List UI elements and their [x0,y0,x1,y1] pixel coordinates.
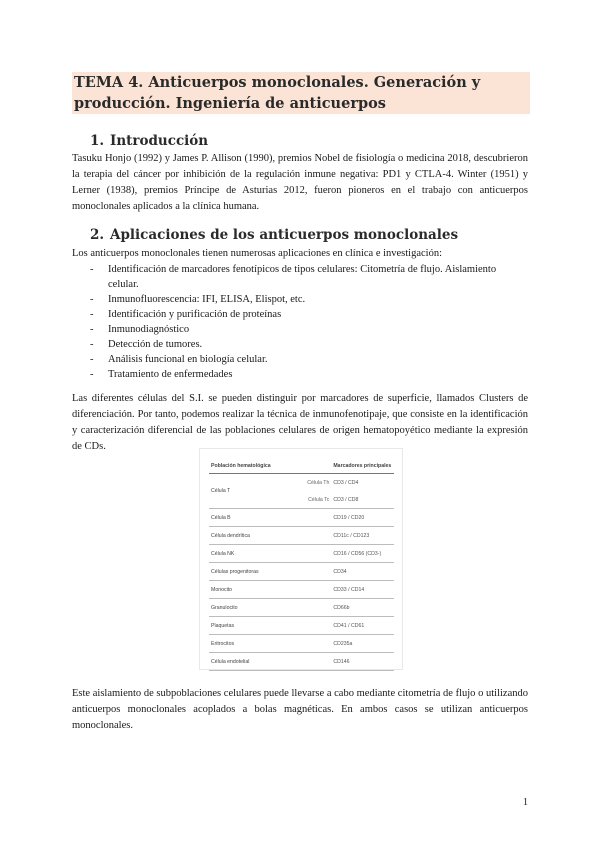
list-item: - Identificación de marcadores fenotípicos de tipos celulares: Citometría de flujo. Aislamiento celular. [90,264,497,290]
section-number: 2. [90,227,105,243]
table-cell-population: Plaquetas [209,617,273,635]
cd-markers-table [209,455,394,671]
table-cell-population: Célula NK [209,545,273,563]
cd-markers-table-figure [199,448,403,670]
table-row [209,474,394,492]
table-cell-markers: CD66b [331,599,394,617]
list-item: - Tratamiento de enfermedades [90,369,233,380]
table-header-population: Población hematológica [209,455,273,474]
list-item: - Análisis funcional en biología celular. [90,354,268,365]
table-cell-population: Monocito [209,581,273,599]
section-number: 1. [90,133,105,149]
table-cell-markers: CD33 / CD14 [331,581,394,599]
list-marker: - [90,339,94,350]
applications-list [90,262,528,382]
page-title: TEMA 4. Anticuerpos monoclonales. Generación y producción. Ingeniería de anticuerpos [72,72,530,114]
table-cell-markers: CD16 / CD56 (CD3-) [331,545,394,563]
table-header-row [209,455,394,474]
list-marker: - [90,294,94,305]
table-cell-markers: CD11c / CD123 [331,527,394,545]
applications-intro: Los anticuerpos monoclonales tienen numerosas aplicaciones en clínica e investigación: [72,248,443,259]
list-marker: - [90,309,94,320]
table-cell-markers: CD3 / CD4 [333,479,359,486]
table-cell-markers: CD146 [331,653,394,671]
list-item: - Inmunodiagnóstico [90,324,190,335]
section-heading-aplicaciones [90,227,458,243]
markers-paragraph: Las diferentes células del S.I. se pueden distinguir por marcadores de superficie, llamados Clusters de diferenciación. Por tanto, podemos realizar la técnica de inmunofenotipaje, que consiste en la identificación y caracterización diferencial de las poblaciones celulares de origen hematopoyético mediante la expresión de CDs. [72,393,528,452]
table-header-markers: Marcadores principales [331,455,394,474]
list-item: - Detección de tumores. [90,339,203,350]
table-cell-markers: CD19 / CD20 [331,509,394,527]
section-title: Aplicaciones de los anticuerpos monoclonales [110,227,459,243]
list-marker: - [90,264,94,275]
table-cell-markers: CD235a [331,635,394,653]
table-cell-population: Célula dendrítica [209,527,273,545]
table-cell-population: Células progenitoras [209,563,273,581]
table-row [209,527,394,545]
table-cell-markers: CD34 [331,563,394,581]
table-cell-population: Granulocito [209,599,273,617]
section-title: Introducción [110,133,209,149]
table-row [209,581,394,599]
page-title-block [72,72,530,114]
table-cell-population: Célula endotelial [209,653,273,671]
table-cell-population: Eritrocitos [209,635,273,653]
section-heading-introduccion [90,133,208,149]
page-number: 1 [523,797,528,808]
closing-paragraph: Este aislamiento de subpoblaciones celulares puede llevarse a cabo mediante citometría de flujo o utilizando anticuerpos monoclonales acoplados a bolas magnéticas. En ambos casos se utilizan anticuerpos monoclonales. [72,688,528,731]
table-cell-population: Célula T [209,474,273,509]
table-cell-markers: CD41 / CD61 [331,617,394,635]
table-row [209,563,394,581]
table-row [209,617,394,635]
list-marker: - [90,354,94,365]
list-marker: - [90,369,94,380]
list-marker: - [90,324,94,335]
table-cell-markers: CD3 / CD8 [331,491,394,509]
table-row [209,635,394,653]
table-cell-subtype: Célula Th [307,479,330,486]
intro-paragraph: Tasuku Honjo (1992) y James P. Allison (1990), premios Nobel de fisiología o medicina 2018, descubrieron la terapia del cáncer por inhibición de la regulación inmune negativa: PD1 y CTLA-4. Winter (1951) y Lerner (1938), premios Príncipe de Asturias 2012, fueron pioneros en el trabajo con anticuerpos monoclonales aplicados a la clínica humana. [72,153,528,212]
table-cell-population: Célula B [209,509,273,527]
table-row [209,653,394,671]
table-row [209,545,394,563]
table-cell-subtype: Célula Tc [273,491,331,509]
table-row [209,599,394,617]
list-item: - Identificación y purificación de proteínas [90,309,282,320]
list-item: - Inmunofluorescencia: IFI, ELISA, Elispot, etc. [90,294,306,305]
table-row [209,509,394,527]
